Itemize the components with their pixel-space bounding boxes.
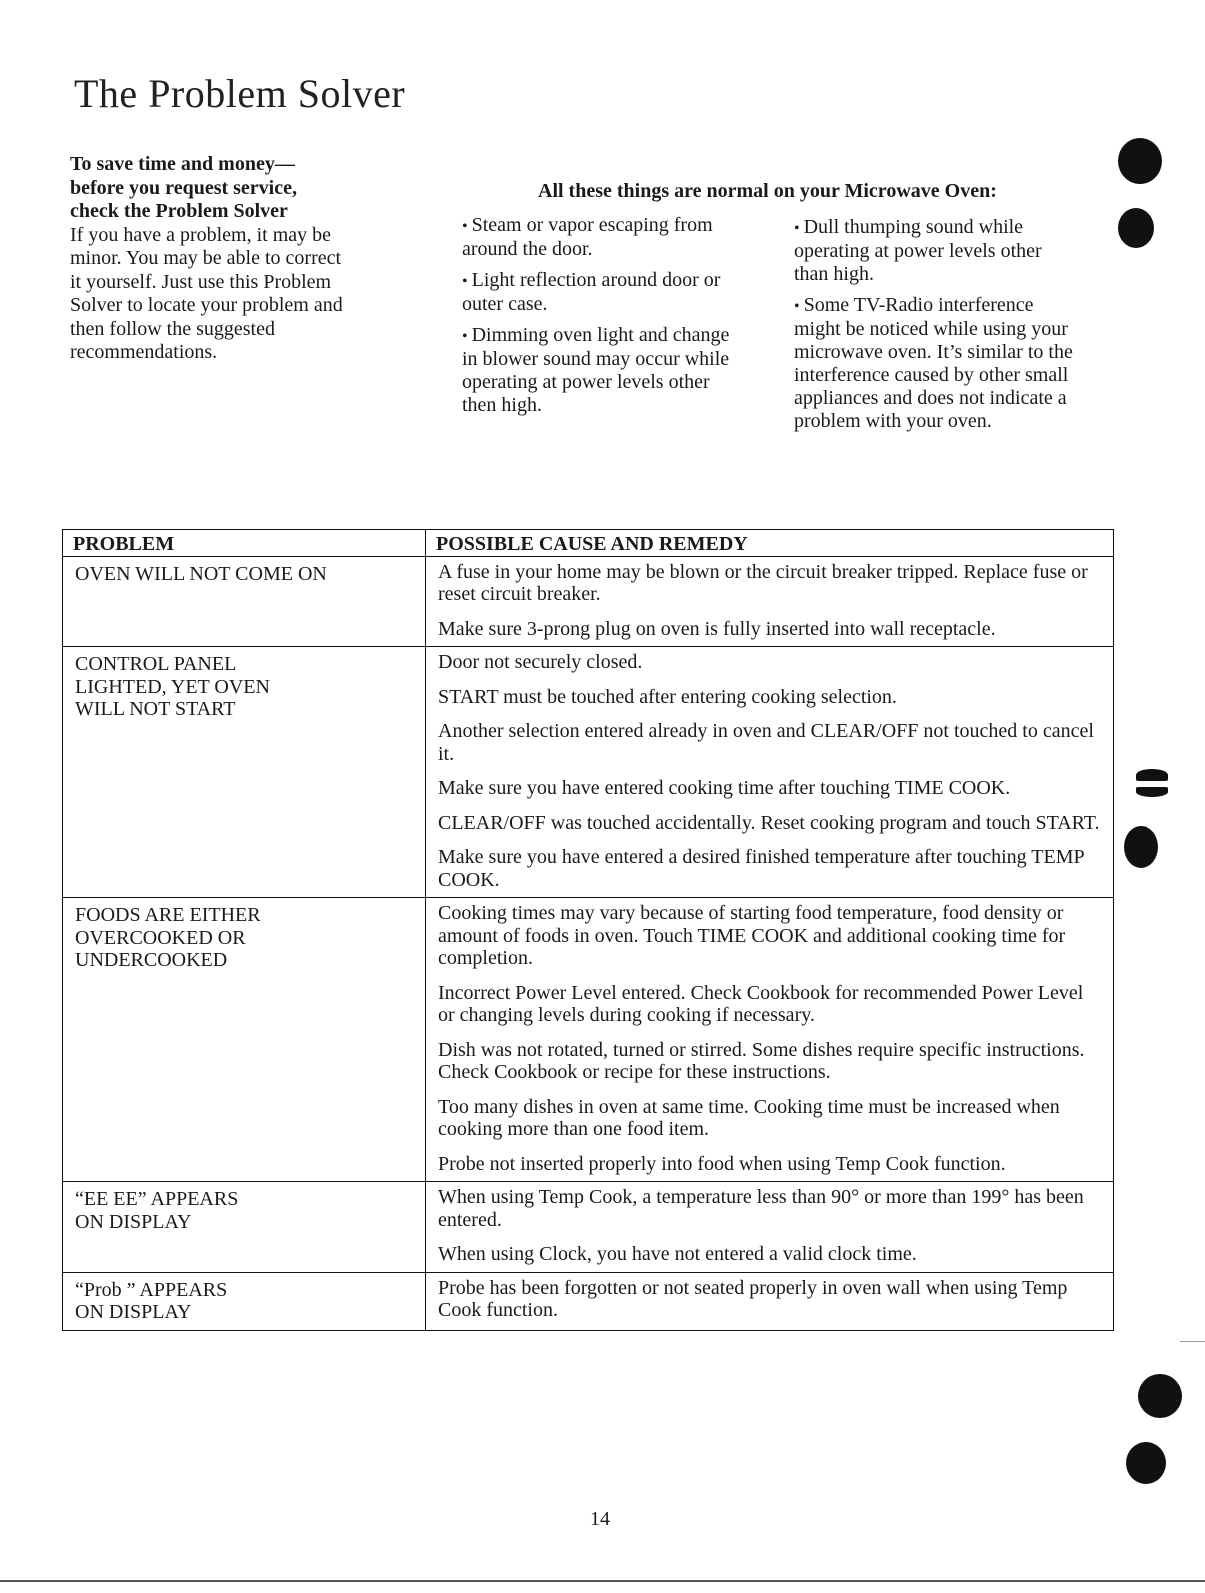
header-remedy: POSSIBLE CAUSE AND REMEDY <box>426 530 1114 557</box>
problem-cell: FOODS ARE EITHER OVERCOOKED OR UNDERCOOKED <box>63 898 426 1182</box>
page-number: 14 <box>590 1508 610 1530</box>
intro-block <box>70 153 390 365</box>
remedy-item: Incorrect Power Level entered. Check Cookbook for recommended Power Level or changing levels during cooking if necessary. <box>438 981 1084 1026</box>
remedy-item: Another selection entered already in oven and CLEAR/OFF not touched to cancel it. <box>438 720 1094 765</box>
normal-item: • Some TV-Radio interference might be noticed while using your microwave oven. It’s similar to the interference caused by other small appliances and does not indicate a problem with your oven. <box>794 294 1073 432</box>
bullet-icon: • <box>462 273 468 290</box>
table-body <box>63 556 1114 1330</box>
intro-lead: To save time and money— before you request service, check the Problem Solver <box>70 153 297 222</box>
remedy-item: Probe has been forgotten or not seated properly in oven wall when using Temp Cook function. <box>438 1276 1068 1321</box>
normal-list-right <box>794 216 1104 441</box>
punch-hole-icon <box>1138 1374 1182 1418</box>
punch-hole-icon <box>1136 787 1168 797</box>
remedy-item: When using Temp Cook, a temperature less than 90° or more than 199° has been entered. <box>438 1186 1084 1231</box>
normal-item: • Steam or vapor escaping from around the door. <box>462 214 713 260</box>
remedy-item: CLEAR/OFF was touched accidentally. Reset cooking program and touch START. <box>438 811 1100 834</box>
remedy-cell <box>426 647 1114 898</box>
table-row <box>63 1182 1114 1273</box>
punch-hole-icon <box>1126 1442 1166 1484</box>
normal-item: • Dimming oven light and change in blower sound may occur while operating at power levels other then high. <box>462 324 730 416</box>
punch-hole-icon <box>1118 208 1154 248</box>
remedy-item: Dish was not rotated, turned or stirred. Some dishes require specific instructions. Check Cookbook or recipe for these instructions. <box>438 1038 1085 1083</box>
remedy-item: Make sure you have entered a desired finished temperature after touching TEMP COOK. <box>438 846 1084 891</box>
remedy-cell <box>426 556 1114 647</box>
remedy-item: Door not securely closed. <box>438 651 643 673</box>
problem-cell: CONTROL PANEL LIGHTED, YET OVEN WILL NOT START <box>63 647 426 898</box>
table-row <box>63 647 1114 898</box>
header-problem: PROBLEM <box>63 530 426 557</box>
remedy-item: When using Clock, you have not entered a valid clock time. <box>438 1243 917 1265</box>
remedy-item: START must be touched after entering cooking selection. <box>438 685 897 708</box>
remedy-cell <box>426 1272 1114 1330</box>
table-row <box>63 898 1114 1182</box>
punch-hole-icon <box>1136 769 1168 781</box>
table-header-row <box>63 530 1114 557</box>
normal-item: • Light reflection around door or outer case. <box>462 269 721 315</box>
normal-item: • Dull thumping sound while operating at power levels other than high. <box>794 216 1042 285</box>
page-title: The Problem Solver <box>74 71 406 116</box>
table-row <box>63 1272 1114 1330</box>
remedy-item: A fuse in your home may be blown or the circuit breaker tripped. Replace fuse or reset circuit breaker. <box>438 560 1088 605</box>
bullet-icon: • <box>462 218 468 235</box>
punch-hole-icon <box>1118 138 1162 184</box>
intro-body: If you have a problem, it may be minor. You may be able to correct it yourself. Just use this Problem Solver to locate your problem and then follow the suggested recommendations. <box>70 223 343 363</box>
problem-solver-table <box>62 529 1114 1331</box>
normal-things-heading: All these things are normal on your Microwave Oven: <box>538 180 997 202</box>
remedy-item: Probe not inserted properly into food when using Temp Cook function. <box>438 1152 1006 1175</box>
bullet-icon: • <box>794 298 800 315</box>
remedy-cell <box>426 1182 1114 1273</box>
punch-hole-icon <box>1124 826 1158 868</box>
remedy-item: Too many dishes in oven at same time. Cooking time must be increased when cooking more than one food item. <box>438 1095 1060 1140</box>
problem-cell: “Prob ” APPEARS ON DISPLAY <box>63 1272 426 1330</box>
bullet-icon: • <box>794 220 800 237</box>
remedy-cell <box>426 898 1114 1182</box>
scan-tick <box>1180 1341 1205 1342</box>
bottom-rule <box>0 1580 1205 1582</box>
remedy-item: Make sure you have entered cooking time after touching TIME COOK. <box>438 777 1011 799</box>
bullet-icon: • <box>462 328 468 345</box>
problem-cell: OVEN WILL NOT COME ON <box>63 556 426 647</box>
normal-list-left <box>462 214 772 425</box>
table-row <box>63 556 1114 647</box>
remedy-item: Cooking times may vary because of starting food temperature, food density or amount of foods in oven. Touch TIME COOK and additional cooking time for completion. <box>438 902 1066 969</box>
problem-cell: “EE EE” APPEARS ON DISPLAY <box>63 1182 426 1273</box>
remedy-item: Make sure 3-prong plug on oven is fully inserted into wall receptacle. <box>438 617 996 640</box>
